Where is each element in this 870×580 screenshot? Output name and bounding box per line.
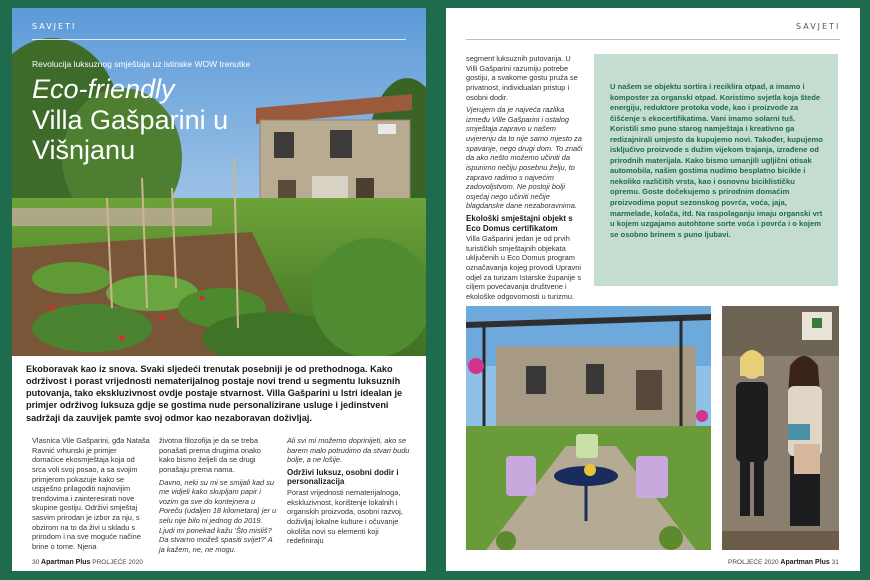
hero-garden-photo: [12, 8, 426, 356]
body-paragraph: životna filozofija je da se treba ponašati prema drugima onako kako bismo željeli da se drugi ponašaju prema nama.: [159, 436, 261, 474]
quote-paragraph: Ali svi mi možemo doprinijeti, ako se barem malo potrudimo da stvari budu bolje, a ne lošije.: [287, 436, 410, 465]
magazine-name: Apartman Plus: [41, 559, 91, 566]
magazine-name: Apartman Plus: [780, 559, 830, 566]
article-kicker: Revolucija luksuznog smještaja uz istinske WOW trenutke: [32, 59, 251, 69]
article-title: Villa Gašparini u Višnjanu: [32, 105, 229, 165]
body-paragraph: Porast vrijednosti nematerijalnoga, ekskluzivnost, korištenje lokalnih i organskih proizvoda, osobni razvoj, doživljaj lokalne kulture i očuvanje okoliša novi su elementi koji redefiniraju: [287, 488, 403, 546]
hosts-photo: [722, 306, 839, 550]
body-paragraph: Villa Gašparini jedan je od prvih turističkih smještajnih objekata uključenih u Eco Domus program označavanja kojeg provodi Upravni odjel za turizam Istarske županije s ciljem povećavanja društvene i ekološke odgovornosti u turizmu.: [466, 234, 582, 301]
body-column-2: [159, 436, 277, 558]
section-rule: [32, 39, 406, 40]
page-folio-left: [32, 559, 143, 566]
highlight-box: [594, 54, 838, 286]
body-column-1: [32, 436, 150, 555]
section-label: SAVJETI: [796, 22, 841, 31]
issue-label: PROLJEĆE 2020: [92, 559, 143, 566]
section-label: SAVJETI: [32, 22, 77, 31]
section-rule: [466, 39, 840, 40]
quote-paragraph: Vjerujem da je najveća razlika između Ville Gašparini i ostalog smještaja zapravo u našem uvjerenju da to nije samo mjesto za spavanje, nego drugi dom. To znači da ako nešto možemo učiniti da ispunimo nečiju posebnu želju, to zapravo radimo s najvećim zadovoljstvom. Ne postoji bolji osjećaj nego učiniti nečije blagdanske dane nezaboravnima.: [466, 105, 583, 211]
magazine-spine: [426, 0, 446, 580]
page-number: 30: [32, 559, 40, 566]
quote-paragraph: Davno, neki su mi se smijali kad su me vidjeli kako skupljam papir i vozim ga sve do kontejnera u Poreču (udaljen 18 kilometara) jer u selu nije bilo ni jednog do 2019. Ljudi mi ponekad kažu 'Što misliš? Da stvarno možeš spasiti svijet?' A ja kažem, ne, ne mogu.: [159, 477, 277, 554]
terrace-photo: [466, 306, 711, 550]
subheading: Ekološki smještajni objekt s Eco Domus certifikatom: [466, 214, 573, 233]
highlight-text: U našem se objektu sortira i reciklira otpad, a imamo i komposter za organski otpad. Koristimo svjetla koja štede energiju, reduktore protoka vode, kao i proizvode za čišćenje s ekocertifikatima. Vani imamo solarni tuš. Koristili smo puno starog namještaja i kreativno ga redizajnirali umjesto da kupujemo novi. Također, kupujemo isključivo proizvode s dužim vijekom trajanja, izrađene od prirodnih materijala. Kako bismo umanjili ugljični otisak automobila, našim gostima nudimo besplatno bicikle i nekoliko različitih vrsta, kao i osnovnu biciklističku opremu. Goste dočekujemo s prirodnim domaćim proizvodima poput sezonskog povrća, voća, jaja, marmelade, kolača, itd. Na raspolaganju imaju organski vrt u kojem uzgajamo autohtone sorte voća i povrća i o kojem se osobno brinem s puno ljubavi.: [610, 82, 823, 239]
body-column-3: [287, 436, 411, 549]
issue-label: PROLJEĆE 2020: [728, 559, 779, 566]
body-paragraph: Vlasnica Vile Gašparini, gđa Nataša Ravnić vrhunski je primjer domaćice ekosmještaja koja od srca voli svoj posao, a sa svojim primjerom pokazuje kako se uspješno prilagoditi najnovijim trendovima i zainteresirati nove skupine gostiju. Održivi smještaj sasvim prirodan je izbor za nju, s obzirom na to da živi u skladu s prirodom i na sve moguće načine brine o tome. Njena: [32, 436, 150, 551]
article-lead: Ekoboravak kao iz snova. Svaki sljedeći trenutak posebniji je od prethodnoga. Kako održivost i porast vrijednosti nematerijalnog postaje novi trend u segmentu luksuznih putovanja, tako ekskluzivnost ovdje postaje stvarnost. Villa Gašparini u Istri idealan je primjer održivog luksuza gdje se gostima nude personalizirane usluge i jedinstveni sadržaji da zauvijek pamte svoj odmor kao nezaboravan doživljaj.: [26, 364, 403, 423]
article-title-italic: Eco-friendly: [32, 74, 175, 104]
left-page: [12, 8, 426, 571]
body-column-4: [466, 54, 584, 305]
hosts-illustration: [722, 306, 839, 550]
subheading: Održivi luksuz, osobni dodir i personalizacija: [287, 467, 399, 487]
page-number: 31: [831, 559, 839, 566]
right-page: [446, 8, 860, 571]
terrace-illustration: [466, 306, 711, 550]
body-paragraph: segment luksuznih putovanja. U Villi Gašparini razumiju potrebe gostiju, a svakome gostu pruža se privatnost, individualan pristup i osobni dodir.: [466, 54, 578, 102]
page-folio-right: [728, 559, 839, 566]
